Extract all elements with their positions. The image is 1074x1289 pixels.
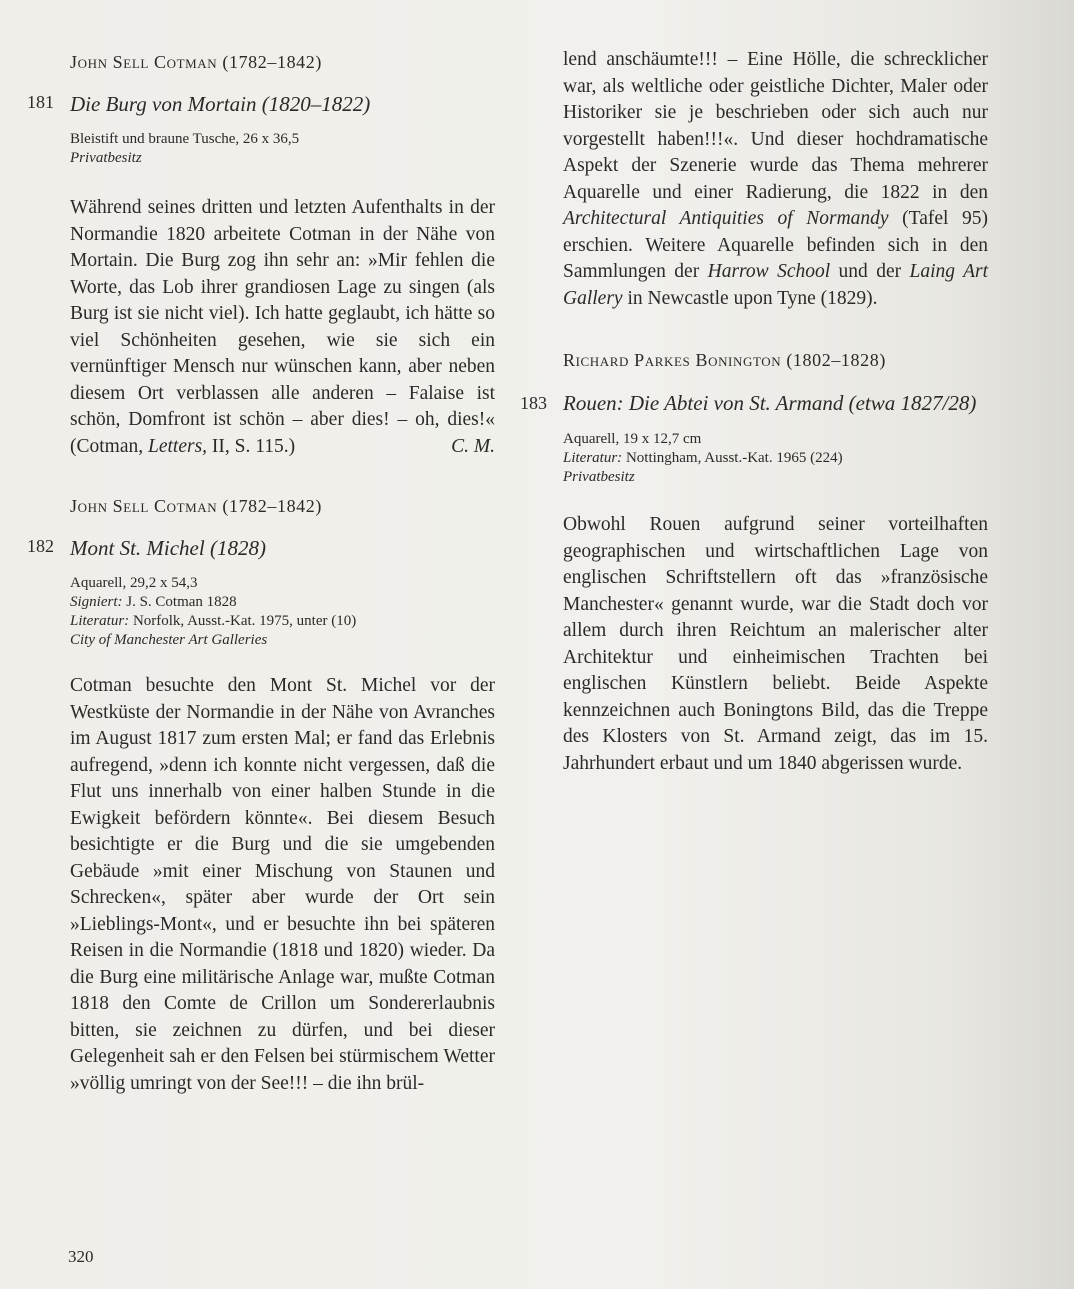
entry-text: Obwohl Rouen aufgrund seiner vorteilhaften geographischen und wirtschaftlichen Lage von englischen Schriftstellern oft das »französische Manchester« genannt wurde, war die Stadt doch vor allem durch ihren Reichtum an malerischer alter Architektur und einheimischen Trachten bei englischen Künstlern beliebt. Beide Aspekte kennzeichnen auch Boningtons Bild, das die Treppe des Klosters von St. Armand zeigt, das im 15. Jahrhundert erbaut und um 1840 abgerissen wurde. [563, 514, 988, 774]
entry-title [27, 92, 495, 117]
entry-title [520, 390, 988, 417]
title-text: Die Burg von Mortain (1820–1822) [70, 92, 371, 116]
title-text: Mont St. Michel (1828) [70, 536, 266, 560]
artist-heading: John Sell Cotman (1782–1842) [70, 496, 322, 516]
signed-line: Signiert: J. S. Cotman 1828 [70, 594, 237, 610]
page-number: 320 [68, 1247, 94, 1266]
entry-number: 181 [27, 92, 54, 112]
left-column [27, 52, 495, 1097]
medium-line: Aquarell, 19 x 12,7 cm [563, 431, 702, 447]
entry-text: Cotman besuchte den Mont St. Michel vor der Westküste der Normandie in der Nähe von Avranches im August 1817 zum ersten Mal; er fand das Erlebnis aufregend, »denn ich konnte nicht vergessen, daß die Flut uns innerhalb von einer halben Stunde in die Ewigkeit befördern könnte«. Bei diesem Besuch besichtigte er die Burg und die sie umgebenden Gebäude »mit einer Mischung von Staunen und Schrecken«, später aber wurde der Ort sein »Lieblings-Mont«, und er besuchte ihn bei späteren Reisen in die Normandie (1818 und 1820) wieder. Da die Burg eine militärische Anlage war, mußte Cotman 1818 den Comte de Crillon um Sondererlaubnis bitten, sie zeichnen zu dürfen, und bei dieser Gelegenheit sah er den Felsen bei stürmischem Wetter »völlig umringt von der See!!! – die ihn brül- [70, 675, 495, 1094]
artist-heading: John Sell Cotman (1782–1842) [70, 52, 322, 72]
author-initials: C. M. [451, 435, 495, 457]
owner-line: Privatbesitz [563, 469, 635, 485]
literature-line: Literatur: Nottingham, Ausst.-Kat. 1965 (224) [563, 450, 843, 466]
entry-text: Während seines dritten und letzten Aufenthalts in der Normandie 1820 arbeitete Cotman in der Nähe von Mortain. Die Burg zog ihn sehr an: »Mir fehlen die Worte, das Lob ihrer grandiosen Lage zu singen (als Burg ist sie nicht viel). Ich hatte geglaubt, ich hätte so viel Schönheiten gesehen, wie sie sich ein vernünftiger Mensch nur wünschen kann, aber neben diesem Ort verblassen alle anderen – Falaise ist schön, Domfront ist schön – aber dies! – oh, dies!« (Cotman, Letters, II, S. 115.) C. M. [70, 195, 495, 460]
right-column [520, 47, 989, 777]
medium-line: Aquarell, 29,2 x 54,3 [70, 575, 198, 591]
medium-line: Bleistift und braune Tusche, 26 x 36,5 [70, 131, 300, 147]
owner-line: Privatbesitz [70, 150, 142, 166]
entry-number: 183 [520, 393, 547, 413]
title-text: Rouen: Die Abtei von St. Armand (etwa 1827/28) [563, 391, 977, 415]
owner-line: City of Manchester Art Galleries [70, 632, 268, 648]
literature-line: Literatur: Norfolk, Ausst.-Kat. 1975, unter (10) [70, 613, 357, 629]
artist-heading: Richard Parkes Bonington (1802–1828) [563, 350, 886, 370]
continued-text: lend anschäumte!!! – Eine Hölle, die schrecklicher war, als weltliche oder geistliche Dichter, Maler oder Historiker sie je beschrieben oder sich auch nur vorgestellt haben!!!«. Und dieser hochdramatische Aspekt der Szenerie wurde das Thema mehrerer Aquarelle und einer Radierung, die 1822 in den Architectural Antiquities of Normandy (Tafel 95) erschien. Weitere Aquarelle befinden sich in den Sammlungen der Harrow School und der Laing Art Gallery in Newcastle upon Tyne (1829). [563, 49, 989, 309]
entry-title [27, 536, 495, 561]
entry-number: 182 [27, 536, 54, 556]
